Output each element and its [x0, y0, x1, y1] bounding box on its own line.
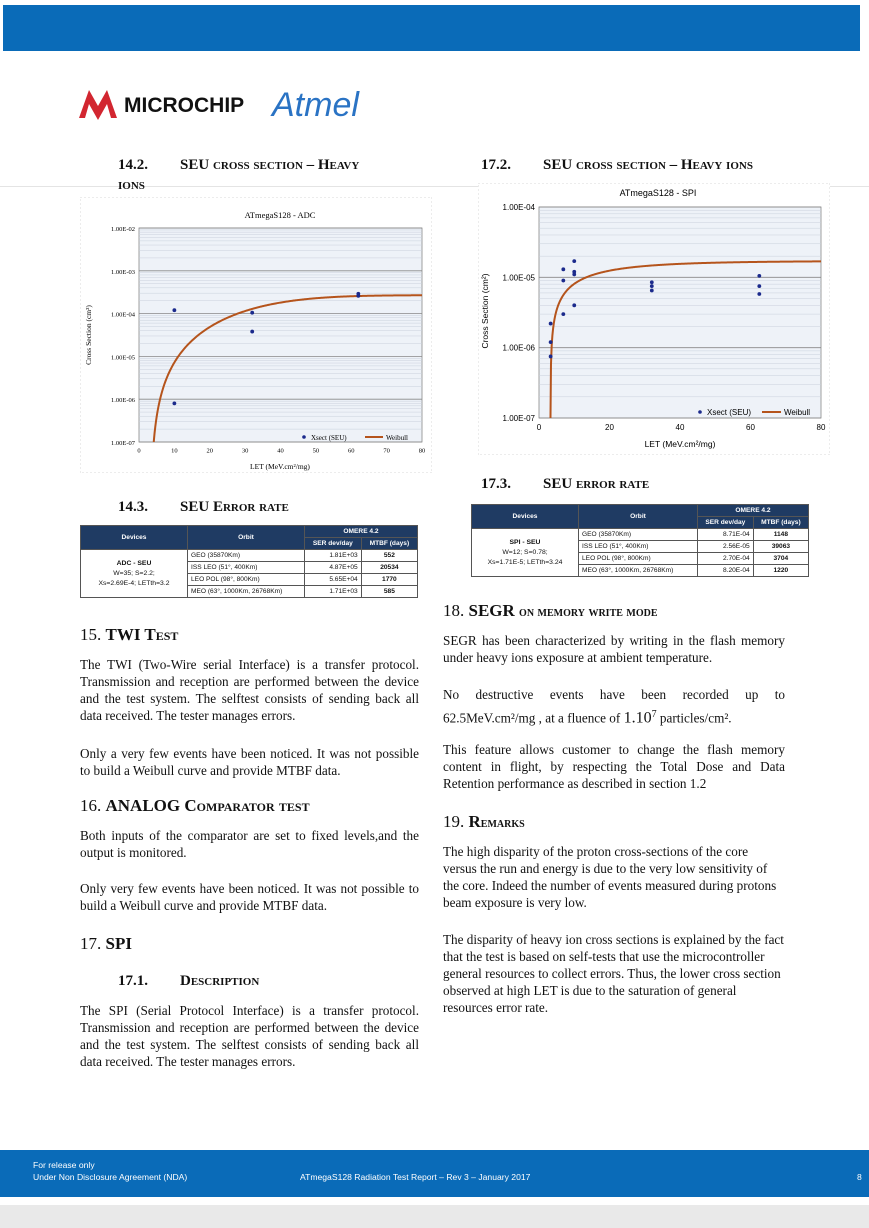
plot-area	[139, 228, 422, 442]
x-tick-label: 40	[277, 447, 284, 455]
footer-nda: Under Non Disclosure Agreement (NDA)	[33, 1172, 188, 1182]
data-point	[757, 284, 761, 288]
footer-release: For release only	[33, 1160, 95, 1170]
section-16-paragraph-2: Only very few events have been noticed. It was not possible to build a Weibull curve and provide MTBF data.	[80, 881, 419, 913]
table-row: ADC - SEU W=35; S=2.2; Xs=2.69E-4; LETth=3.2 GEO (35870Km) 1.81E+03 552	[81, 550, 418, 562]
section-17-2-heading: 17.2. SEU cross section – Heavy ions	[481, 157, 753, 173]
y-tick-label: 1.00E-07	[502, 414, 535, 423]
section-17-heading: 17. SPI	[80, 934, 132, 953]
data-point	[572, 259, 576, 263]
data-point	[757, 292, 761, 296]
x-tick-label: 50	[312, 447, 320, 455]
spi-cross-section-chart	[478, 183, 830, 455]
x-tick-label: 30	[241, 447, 249, 455]
data-point	[572, 273, 576, 277]
y-tick-label: 1.00E-05	[502, 273, 535, 283]
x-tick-label: 20	[605, 423, 614, 432]
data-point	[172, 308, 176, 312]
legend-points-label: Xsect (SEU)	[707, 408, 752, 417]
y-tick-label: 1.00E-07	[110, 440, 135, 447]
section-15-paragraph-2: Only a very few events have been noticed. It was not possible to build a Weibull curve and provide MTBF data.	[80, 746, 419, 778]
bottom-strip	[0, 1205, 869, 1228]
page-number: 8	[857, 1172, 862, 1182]
data-point	[650, 284, 654, 288]
section-17-1-heading: 17.1. Description	[118, 973, 260, 989]
col-mtbf: MTBF (days)	[361, 538, 417, 550]
col-devices: Devices	[472, 505, 579, 529]
table-row: ISS LEO (51°, 400Km) 2.56E-05 39063	[472, 541, 809, 553]
col-omere: OMERE 4.2	[305, 526, 418, 538]
col-ser: SER dev/day	[305, 538, 362, 550]
section-18-paragraph-2: No destructive events have been recorded up to 62.5MeV.cm²/mg , at a fluence of 1.10$^7$ particles/cm².	[443, 687, 785, 727]
page-footer	[0, 1150, 869, 1197]
legend-line-label: Weibull	[784, 408, 811, 417]
chart-title: ATmegaS128 - SPI	[619, 188, 697, 198]
section-14-3-heading: 14.3. SEU Error rate	[118, 499, 289, 515]
col-orbit: Orbit	[579, 505, 698, 529]
table-row: LEO POL (98°, 800Km) 5.65E+04 1770	[81, 574, 418, 586]
data-point	[757, 274, 761, 278]
section-19-paragraph-1: The high disparity of the proton cross-sections of the core versus the run and energy is due to the very low sensitivity of the core. Indeed the number of events measured during protons beam exposure is very low.	[443, 844, 777, 910]
microchip-logo-icon	[76, 80, 396, 126]
data-point	[549, 355, 553, 359]
x-axis-label: LET (MeV.cm²/mg)	[250, 462, 310, 471]
svg-text:MICROCHIP: MICROCHIP	[124, 94, 245, 117]
adc-cross-section-chart	[80, 197, 432, 473]
section-16-heading: 16. ANALOG Comparator test	[80, 796, 310, 815]
table-row: LEO POL (98°, 800Km) 2.70E-04 3704	[472, 553, 809, 565]
table-row: ISS LEO (51°, 400Km) 4.87E+05 20534	[81, 562, 418, 574]
data-point	[356, 292, 360, 296]
section-17-3-heading: 17.3. SEU error rate	[481, 476, 650, 492]
y-tick-label: 1.00E-04	[110, 311, 135, 319]
data-point	[549, 322, 553, 326]
x-tick-label: 40	[675, 423, 685, 432]
y-tick-label: 1.00E-05	[110, 354, 135, 362]
svg-text:Atmel: Atmel	[272, 86, 359, 124]
data-point	[561, 312, 565, 316]
spi-error-rate-table	[471, 504, 809, 577]
section-19-heading: 19. Remarks	[443, 812, 525, 831]
y-axis-label: Cross Section (cm²)	[480, 273, 490, 349]
y-axis-label: Cross Section (cm²)	[84, 305, 93, 365]
x-tick-label: 80	[418, 447, 426, 455]
x-tick-label: 0	[536, 423, 542, 432]
legend-line-label: Weibull	[386, 434, 408, 442]
data-point	[549, 340, 553, 344]
y-tick-label: 1.00E-06	[110, 397, 135, 405]
x-tick-label: 20	[206, 447, 213, 455]
col-ser: SER dev/day	[698, 517, 754, 529]
col-devices: Devices	[81, 526, 188, 550]
data-point	[250, 330, 254, 334]
x-axis-label: LET (MeV.cm²/mg)	[644, 439, 716, 449]
section-14-2-heading: 14.2. SEU cross section – Heavy	[118, 157, 360, 173]
section-17-1-paragraph: The SPI (Serial Protocol Interface) is a transfer protocol. Transmission and reception are performed between the device and the test system. The selftest consists of sending back all data received. The tester manages errors.	[80, 1003, 419, 1069]
plot-area	[539, 207, 821, 418]
data-point	[561, 267, 565, 271]
data-point	[650, 289, 654, 293]
data-point	[572, 303, 576, 307]
footer-doc-title: ATmegaS128 Radiation Test Report – Rev 3 – January 2017	[300, 1172, 531, 1182]
x-tick-label: 60	[348, 447, 355, 455]
x-tick-label: 10	[171, 447, 178, 455]
x-tick-label: 60	[746, 423, 755, 432]
data-point	[172, 401, 176, 405]
x-tick-label: 80	[816, 423, 826, 432]
table-row: MEO (63°, 1000Km, 26768Km) 8.20E-04 1220	[472, 565, 809, 577]
y-tick-label: 1.00E-06	[502, 343, 535, 353]
data-point	[561, 279, 565, 283]
table-row: MEO (63°, 1000Km, 26768Km) 1.71E+03 585	[81, 586, 418, 598]
section-15-paragraph-1: The TWI (Two-Wire serial Interface) is a transfer protocol. Transmission and reception are performed between the device and the test system. The selftest consists of sending back all data received. The tester manages errors.	[80, 657, 419, 723]
y-tick-label: 1.00E-04	[502, 203, 535, 212]
col-omere: OMERE 4.2	[698, 505, 809, 517]
top-banner	[3, 5, 860, 51]
device-cell: ADC - SEU W=35; S=2.2; Xs=2.69E-4; LETth=3.2	[81, 550, 188, 598]
data-point	[650, 280, 654, 284]
adc-error-rate-table	[80, 525, 418, 598]
col-mtbf: MTBF (days)	[753, 517, 808, 529]
x-tick-label: 0	[137, 447, 141, 455]
section-14-2-heading-cont: ions	[118, 177, 145, 193]
table-row: SPI - SEU W=12; S=0.78; Xs=1.71E-5; LETth=3.24 GEO (35870Km) 8.71E-04 1148	[472, 529, 809, 541]
device-cell: SPI - SEU W=12; S=0.78; Xs=1.71E-5; LETth=3.24	[472, 529, 579, 577]
x-tick-label: 70	[383, 447, 390, 455]
section-18-heading: 18. SEGR on memory write mode	[443, 601, 658, 620]
y-tick-label: 1.00E-03	[110, 268, 135, 276]
legend-points-label: Xsect (SEU)	[311, 434, 347, 442]
y-tick-label: 1.00E-02	[110, 226, 135, 233]
data-point	[250, 311, 254, 315]
section-18-paragraph-3: This feature allows customer to change the flash memory content in flight, by respecting the Total Dose and Data Retention performance as described in section 1.2	[443, 742, 785, 791]
section-15-heading: 15. TWI Test	[80, 625, 179, 644]
col-orbit: Orbit	[188, 526, 305, 550]
section-18-paragraph-1: SEGR has been characterized by writing in the flash memory under heavy ions exposure at ambient temperature.	[443, 633, 785, 665]
brand-logo	[76, 80, 396, 126]
chart-title: ATmegaS128 - ADC	[244, 210, 316, 220]
section-16-paragraph-1: Both inputs of the comparator are set to fixed levels,and the output is monitored.	[80, 828, 419, 860]
section-19-paragraph-2: The disparity of heavy ion cross sections is explained by the fact that the test is based on self-tests that use the microcontroller general resources to collect errors. Thus, the lower cross section observed at high LET is due to the saturation of general resources error rate.	[443, 932, 784, 1015]
